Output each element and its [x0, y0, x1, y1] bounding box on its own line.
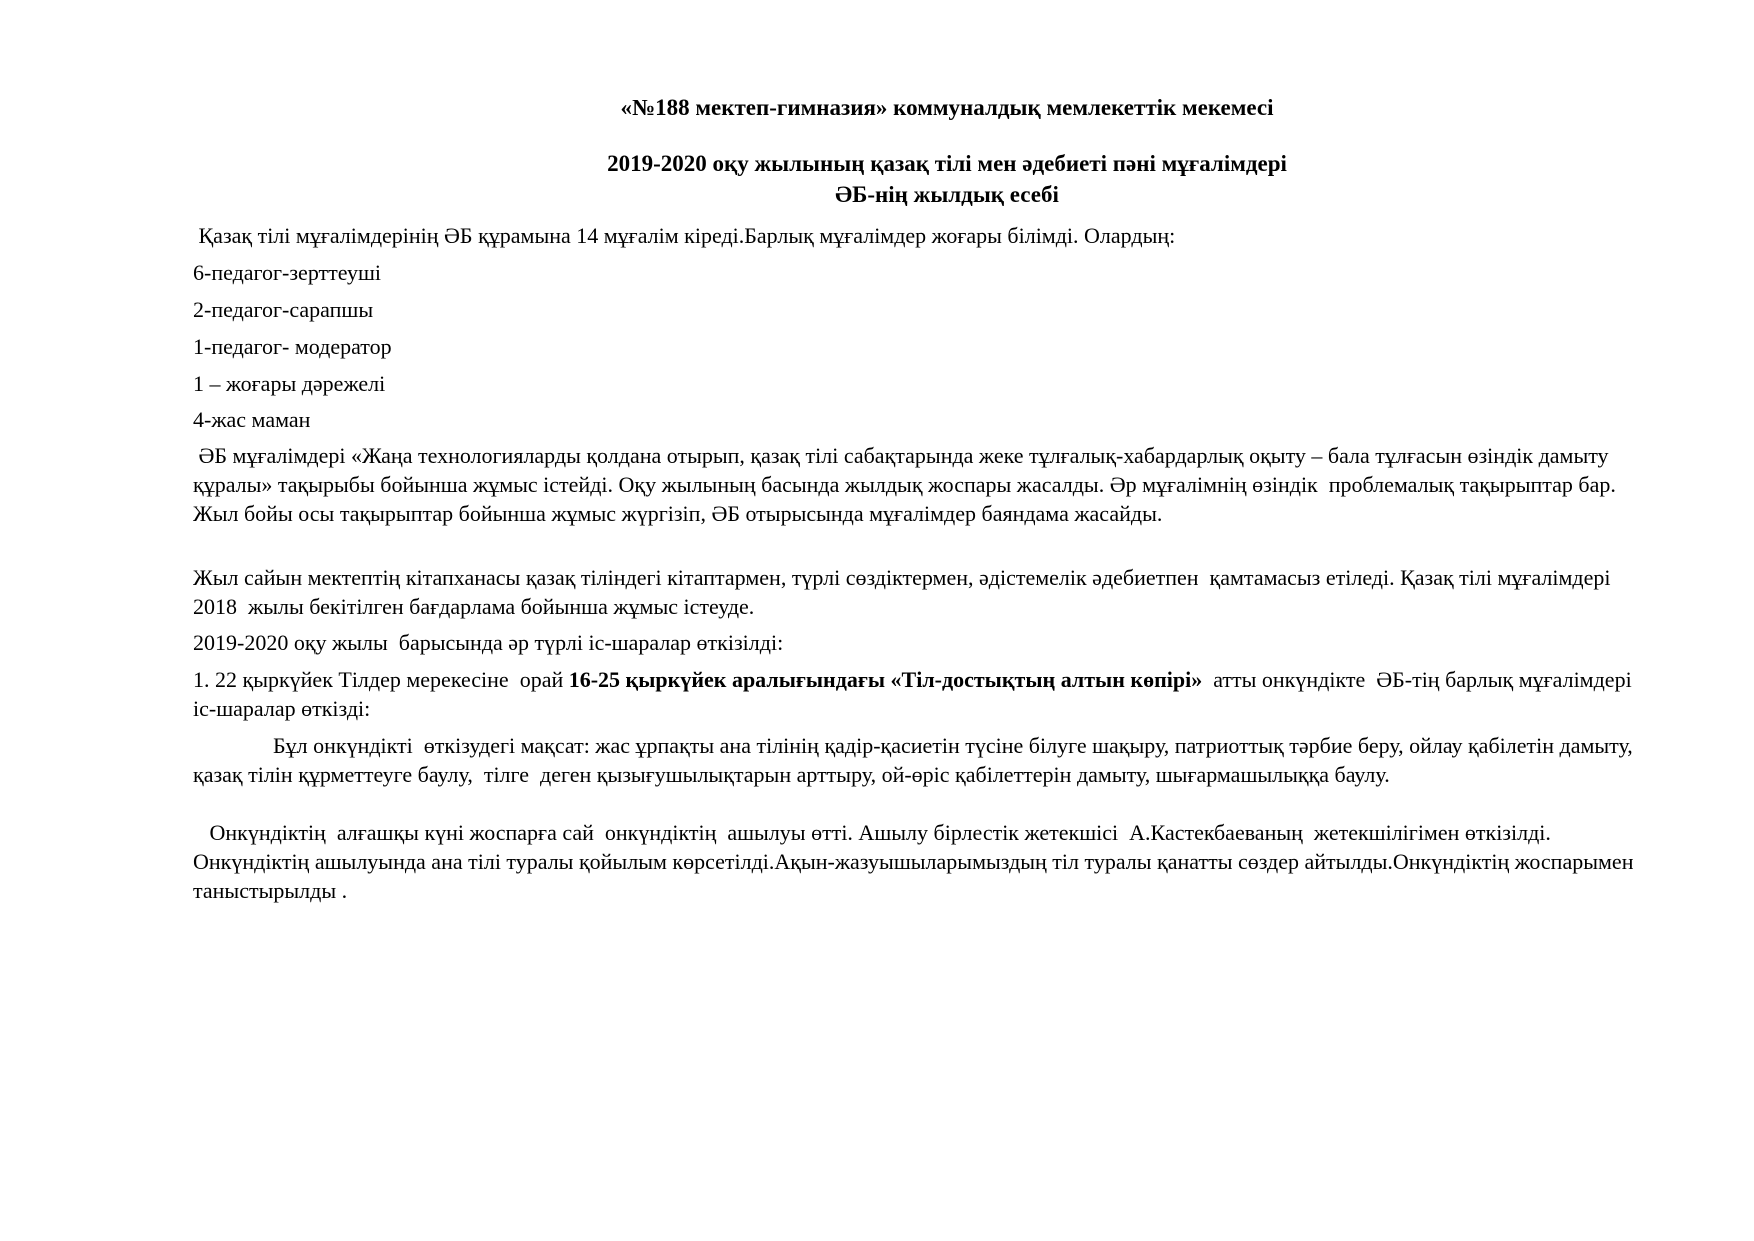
- report-title: [70, 148, 1754, 210]
- library-paragraph: Жыл сайын мектептің кітапханасы қазақ тіліндегі кітаптармен, түрлі сөздіктермен, әдістемелік әдебиетпен қамтамасыз етіледі. Қазақ тілі мұғалімдері 2018 жылы бекітілген бағдарлама бойынша жұмыс істеуде.: [193, 565, 1622, 619]
- intro-paragraph: Қазақ тілі мұғалімдерінің ӘБ құрамына 14 мұғалім кіреді.Барлық мұғалімдер жоғары білімді. Олардың:: [193, 223, 1176, 248]
- purpose-paragraph: [193, 731, 1643, 789]
- event-1-highlight: 16-25 қыркүйек аралығындағы «Тіл-достықтың алтын көпірі»: [568, 667, 1203, 692]
- category-item: 1 – жоғары дәрежелі: [193, 371, 386, 396]
- school-name: «№188 мектеп-гимназия» коммуналдық мемлекеттік мекемесі: [620, 95, 1274, 120]
- category-item: 2-педагог-сарапшы: [193, 297, 374, 322]
- events-intro-paragraph: 2019-2020 оқу жылы барысында әр түрлі іс-шаралар өткізілді:: [193, 630, 784, 655]
- event-1-prefix: 1. 22 қыркүйек Тілдер мерекесіне орай: [193, 667, 569, 692]
- topic-paragraph: ӘБ мұғалімдері «Жаңа технологияларды қолдана отырып, қазақ тілі сабақтарында жеке тұлғалық-хабардарлық оқыту – бала тұлғасын өзіндік дамыту құралы» тақырыбы бойынша жұмыс істейді. Оқу жылының басында жылдық жоспары жасалды. Әр мұғалімнің өзіндік проблемалық тақырыптар бар. Жыл бойы осы тақырыптар бойынша жұмыс жүргізіп, ӘБ отырысында мұғалімдер баяндама жасайды.: [193, 443, 1622, 526]
- report-title-line-2: ӘБ-нің жылдық есебі: [835, 182, 1059, 207]
- school-title: [70, 92, 1754, 123]
- opening-paragraph: Онкүндіктің алғашқы күні жоспарға сай онкүндіктің ашылуы өтті. Ашылу бірлестік жетекшісі А.Кастекбаеваның жетекшілігімен өткізілді. Онкүндіктің ашылуында ана тілі туралы қойылым көрсетілді.Ақын-жазуышыларымыздың тіл туралы қанатты сөздер айтылды.Онкүндіктің жоспарымен таныстырылды .: [193, 820, 1639, 903]
- event-1-paragraph: [193, 665, 1643, 723]
- category-item: 4-жас маман: [193, 407, 311, 432]
- category-item: 1-педагог- модератор: [193, 334, 392, 359]
- report-title-line-1: 2019-2020 оқу жылының қазақ тілі мен әдебиеті пәні мұғалімдері: [607, 151, 1287, 176]
- category-item: 6-педагог-зерттеуші: [193, 260, 382, 285]
- event-1-suffix: атты онкүндікте ӘБ-тің барлық мұғалімдері іс-шаралар өткізді:: [193, 667, 1638, 721]
- purpose-text: Бұл онкүндікті өткізудегі мақсат: жас ұрпақты ана тілінің қадір-қасиетін түсіне білуге шақыру, патриоттық тәрбие беру, ойлау қабілетін дамыту, қазақ тілін құрметтеуге баулу, тілге деген қызығушылықтарын арттыру, ой-өріс қабілеттерін дамыту, шығармашылыққа баулу.: [193, 733, 1639, 787]
